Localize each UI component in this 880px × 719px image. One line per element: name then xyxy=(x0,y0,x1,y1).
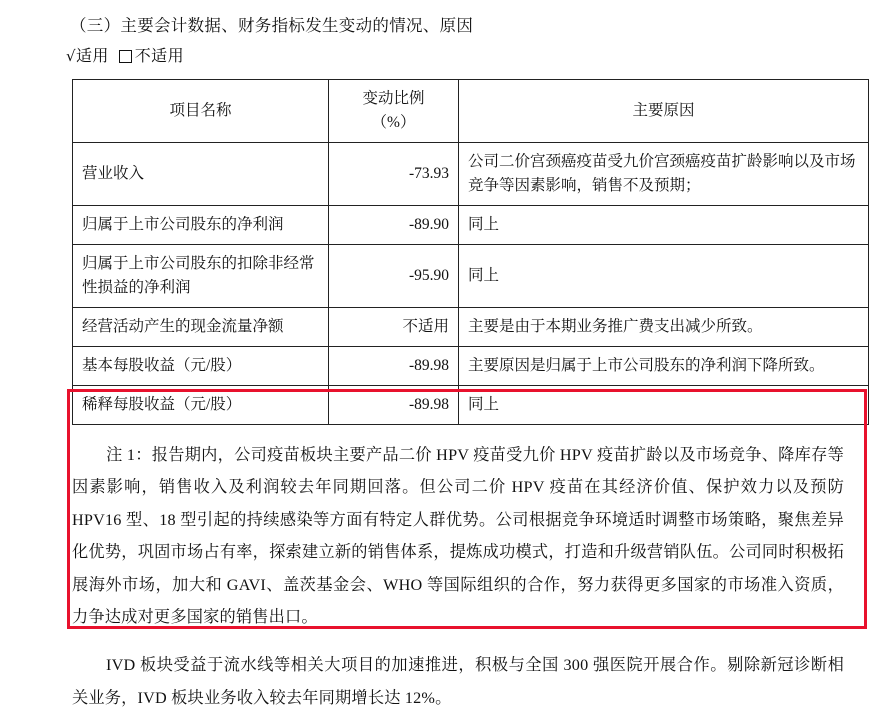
checkbox-icon xyxy=(119,50,132,63)
closing-paragraph-text: IVD 板块受益于流水线等相关大项目的加速推进，积极与全国 300 强医院开展合作。剔除新冠诊断相关业务，IVD 板块业务收入较去年同期增长达 12%。 xyxy=(72,656,844,707)
table-row xyxy=(73,307,869,346)
row-reason: 同上 xyxy=(459,205,869,244)
check-mark-icon: √ xyxy=(66,46,76,65)
row-reason: 同上 xyxy=(459,244,869,307)
row-reason: 公司二价宫颈癌疫苗受九价宫颈癌疫苗扩龄影响以及市场竞争等因素影响，销售不及预期； xyxy=(459,142,869,205)
row-item-name: 经营活动产生的现金流量净额 xyxy=(73,307,329,346)
section-heading: （三）主要会计数据、财务指标发生变动的情况、原因 xyxy=(70,16,474,35)
table-row xyxy=(73,346,869,385)
header-item-name: 项目名称 xyxy=(73,79,329,142)
row-item-name: 归属于上市公司股东的扣除非经常性损益的净利润 xyxy=(73,244,329,307)
table-row xyxy=(73,142,869,205)
row-reason: 同上 xyxy=(459,385,869,424)
header-main-reason: 主要原因 xyxy=(459,79,869,142)
table-header-row xyxy=(73,79,869,142)
row-reason: 主要原因是归属于上市公司股东的净利润下降所致。 xyxy=(459,346,869,385)
not-applicable-label: 不适用 xyxy=(134,47,184,65)
row-reason: 主要是由于本期业务推广费支出减少所致。 xyxy=(459,307,869,346)
row-item-name: 归属于上市公司股东的净利润 xyxy=(73,205,329,244)
row-change-value: -73.93 xyxy=(329,142,459,205)
row-change-value: -89.98 xyxy=(329,385,459,424)
row-item-name: 稀释每股收益（元/股） xyxy=(73,385,329,424)
row-change-value: -95.90 xyxy=(329,244,459,307)
applicability-line xyxy=(66,45,856,69)
closing-paragraph xyxy=(72,649,844,714)
header-change-ratio-line2: （%） xyxy=(371,113,416,131)
header-change-ratio-line1: 变动比例 xyxy=(362,89,425,107)
table-row xyxy=(73,205,869,244)
row-item-name: 营业收入 xyxy=(73,142,329,205)
applicable-label: 适用 xyxy=(75,47,109,65)
header-change-ratio xyxy=(329,79,459,142)
highlighted-note-paragraph xyxy=(72,439,844,633)
table-row xyxy=(73,244,869,307)
row-item-name: 基本每股收益（元/股） xyxy=(73,346,329,385)
table-row xyxy=(73,385,869,424)
row-change-value: -89.98 xyxy=(329,346,459,385)
row-change-value: 不适用 xyxy=(329,307,459,346)
financial-change-table xyxy=(72,79,869,425)
row-change-value: -89.90 xyxy=(329,205,459,244)
highlighted-note-text: 注 1：报告期内，公司疫苗板块主要产品二价 HPV 疫苗受九价 HPV 疫苗扩龄以及市场竞争、降库存等因素影响，销售收入及利润较去年同期回落。但公司二价 HPV 疫苗在其经济价值、保护效力以及预防 HPV16 型、18 型引起的持续感染等方面有特定人群优势。公司根据竞争环境适时调整市场策略，聚焦差异化优势，巩固市场占有率，探索建立新的销售体系，提炼成功模式，打造和升级营销队伍。公司同时积极拓展海外市场，加大和 GAVI、盖茨基金会、WHO 等国际组织的合作，努力获得更多国家的市场准入资质，力争达成对更多国家的销售出口。 xyxy=(72,445,844,626)
